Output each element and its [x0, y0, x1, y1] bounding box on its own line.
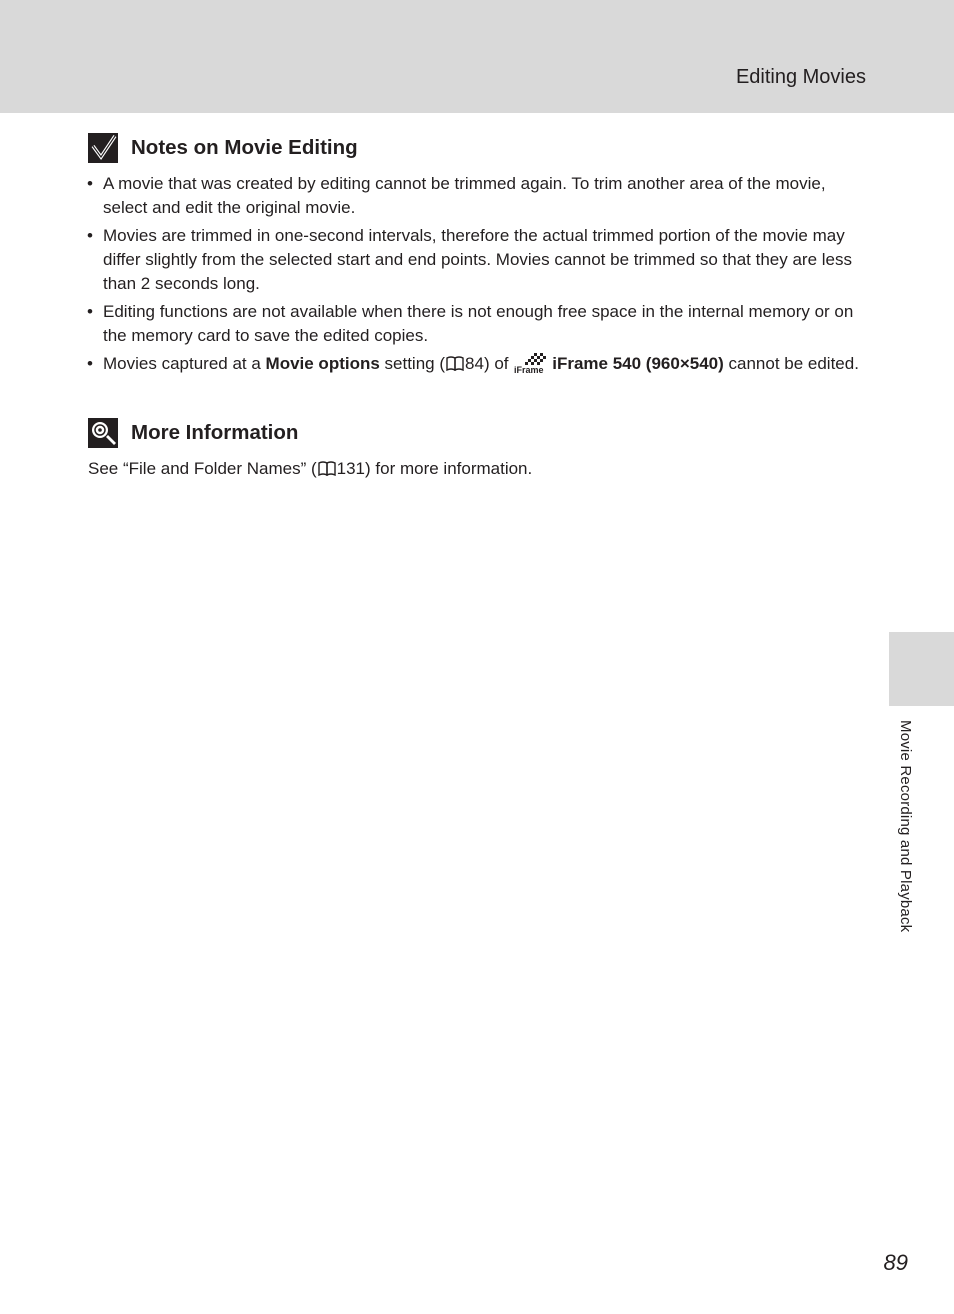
info-icon [88, 418, 118, 448]
header-title: Editing Movies [735, 66, 866, 88]
page-ref[interactable]: 84 [465, 354, 484, 374]
list-item: • Movies captured at a Movie options setting ( 84) of iFrame iFrame 540 (960×540) cannot be edited. [88, 352, 866, 381]
more-info-heading-text: More Information [131, 421, 299, 444]
notes-heading-text: Notes on Movie Editing [131, 136, 358, 159]
check-icon [88, 133, 118, 163]
list-item: • Editing functions are not available when there is not enough free space in the internal memory or on the memory card to save the edited copies. [88, 300, 866, 348]
notes-list [88, 172, 866, 385]
chapter-label: Movie Recording and Playback [897, 720, 914, 933]
book-icon [318, 459, 336, 483]
list-item: • A movie that was created by editing cannot be trimmed again. To trim another area of the movie, select and edit the original movie. [88, 172, 866, 220]
notes-heading [88, 133, 358, 163]
list-item: • Movies are trimmed in one-second intervals, therefore the actual trimmed portion of the movie may differ slightly from the selected start and end points. Movies cannot be trimmed so that they are less than 2 seconds long. [88, 224, 866, 295]
page-header [0, 0, 954, 113]
page-number: 89 [883, 1250, 908, 1275]
more-info-text: See “File and Folder Names” ( 131) for more information. [88, 457, 532, 483]
iframe-setting-term: iFrame 540 (960×540) [552, 354, 724, 374]
svg-text:iFrame: iFrame [514, 365, 544, 375]
iframe-movie-icon [514, 352, 550, 381]
movie-options-term: Movie options [265, 354, 380, 374]
chapter-tab[interactable] [889, 632, 954, 706]
book-icon [446, 354, 464, 378]
more-info-heading [88, 418, 298, 448]
page-ref[interactable]: 131 [336, 459, 366, 478]
